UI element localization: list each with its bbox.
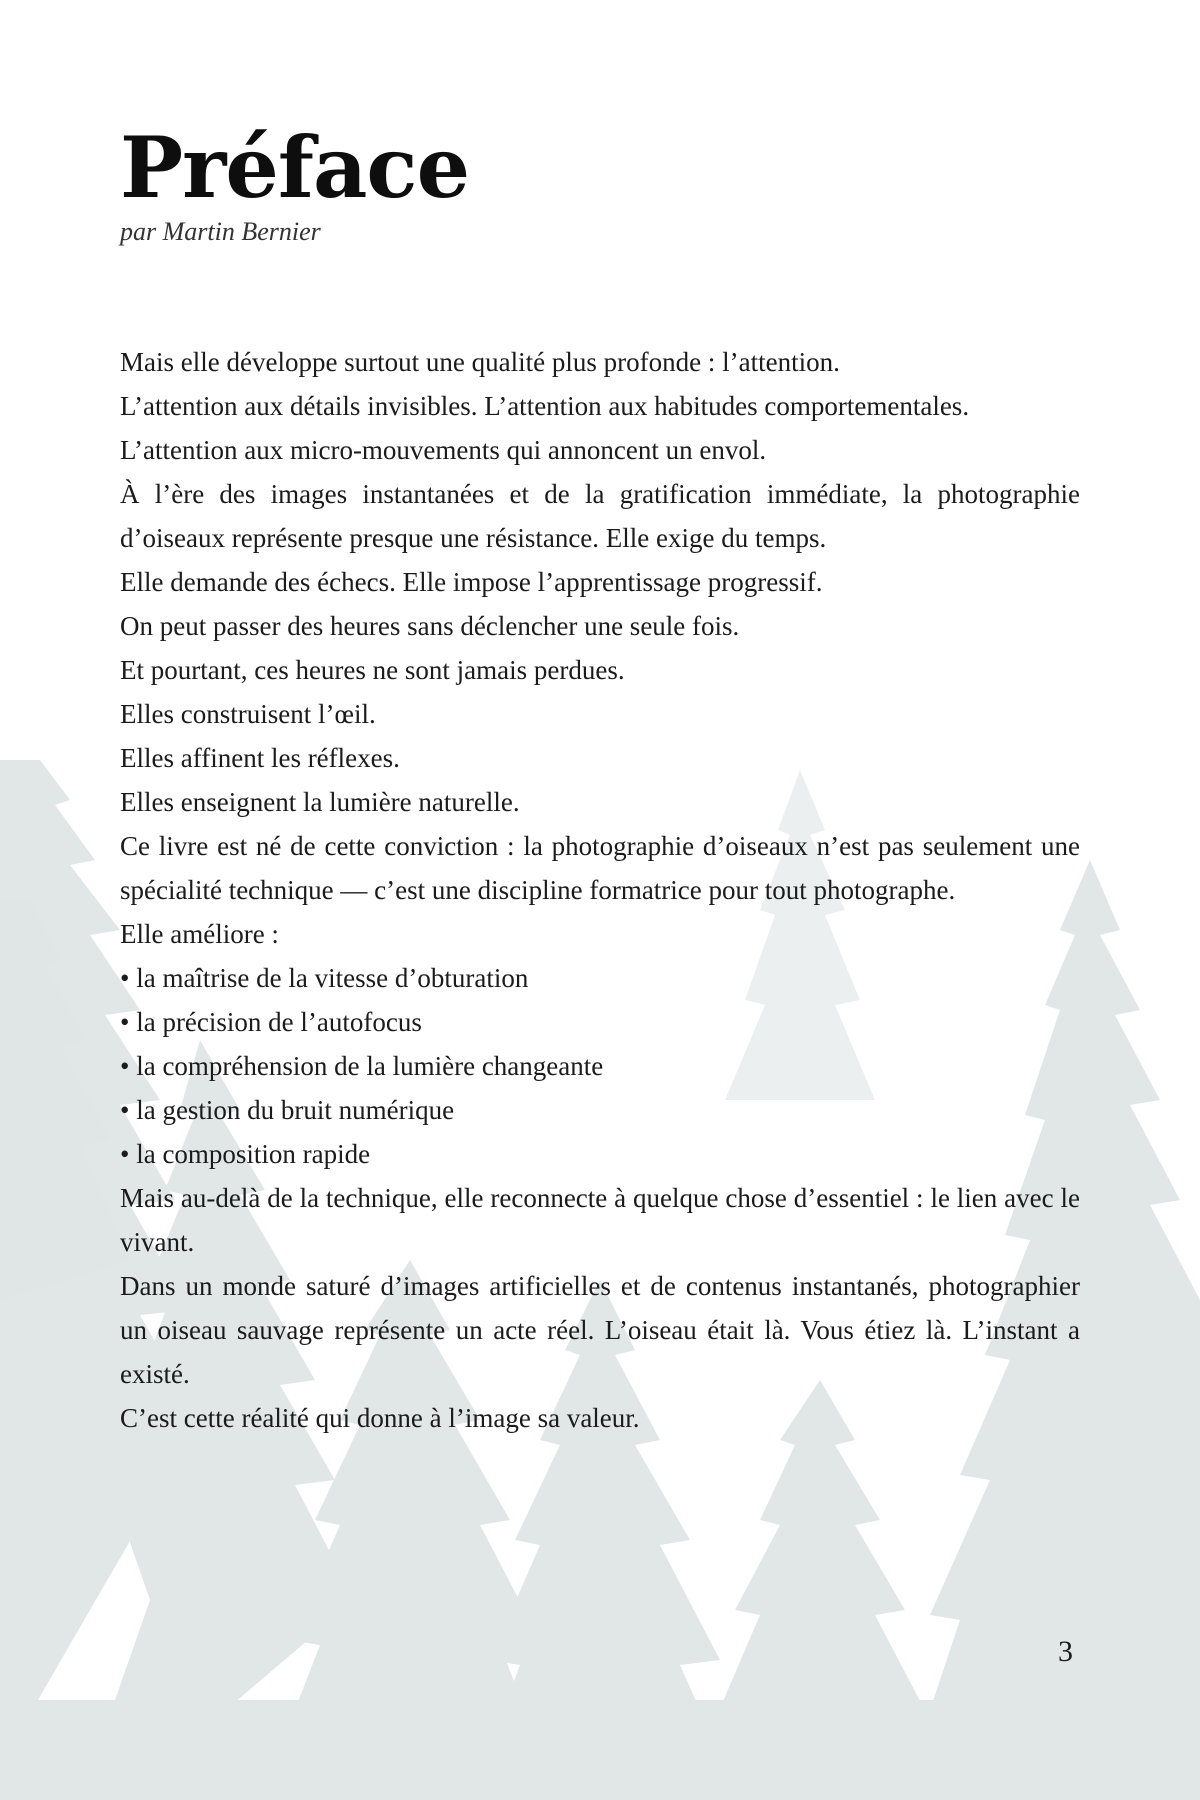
- list-item: • la composition rapide: [120, 1139, 371, 1169]
- paragraph: L’attention aux détails invisibles. L’attention aux habitudes comportementales.: [120, 391, 970, 421]
- paragraph: Mais au-delà de la technique, elle reconnecte à quelque chose d’essentiel : le lien avec le vivant.: [120, 1183, 1080, 1257]
- page-title: Préface: [120, 118, 470, 217]
- preface-body: [120, 340, 1080, 1440]
- ground-haze: [0, 1700, 1200, 1800]
- list-item: • la précision de l’autofocus: [120, 1007, 422, 1037]
- paragraph: Et pourtant, ces heures ne sont jamais perdues.: [120, 655, 625, 685]
- list-item: • la compréhension de la lumière changeante: [120, 1051, 604, 1081]
- paragraph: À l’ère des images instantanées et de la gratification immédiate, la photographie d’oiseaux représente presque une résistance. Elle exige du temps.: [120, 479, 1080, 553]
- list-item: • la gestion du bruit numérique: [120, 1095, 455, 1125]
- paragraph: Ce livre est né de cette conviction : la photographie d’oiseaux n’est pas seulement une spécialité technique — c’est une discipline formatrice pour tout photographe.: [120, 831, 1080, 905]
- paragraph: On peut passer des heures sans déclencher une seule fois.: [120, 611, 740, 641]
- paragraph: Dans un monde saturé d’images artificielles et de contenus instantanés, photographier un oiseau sauvage représente un acte réel. L’oiseau était là. Vous étiez là. L’instant a existé.: [120, 1271, 1080, 1389]
- paragraph: Elles affinent les réflexes.: [120, 743, 400, 773]
- paragraph: Elles construisent l’œil.: [120, 699, 376, 729]
- paragraph: C’est cette réalité qui donne à l’image sa valeur.: [120, 1403, 640, 1433]
- list-item: • la maîtrise de la vitesse d’obturation: [120, 963, 529, 993]
- paragraph: Elle demande des échecs. Elle impose l’apprentissage progressif.: [120, 567, 823, 597]
- page-number: 3: [1058, 1635, 1073, 1668]
- paragraph: Mais elle développe surtout une qualité plus profonde : l’attention.: [120, 347, 840, 377]
- paragraph: Elle améliore :: [120, 919, 279, 949]
- paragraph: L’attention aux micro-mouvements qui annoncent un envol.: [120, 435, 767, 465]
- author-byline: par Martin Bernier: [120, 217, 321, 246]
- preface-content: [120, 120, 1080, 1440]
- paragraph: Elles enseignent la lumière naturelle.: [120, 787, 520, 817]
